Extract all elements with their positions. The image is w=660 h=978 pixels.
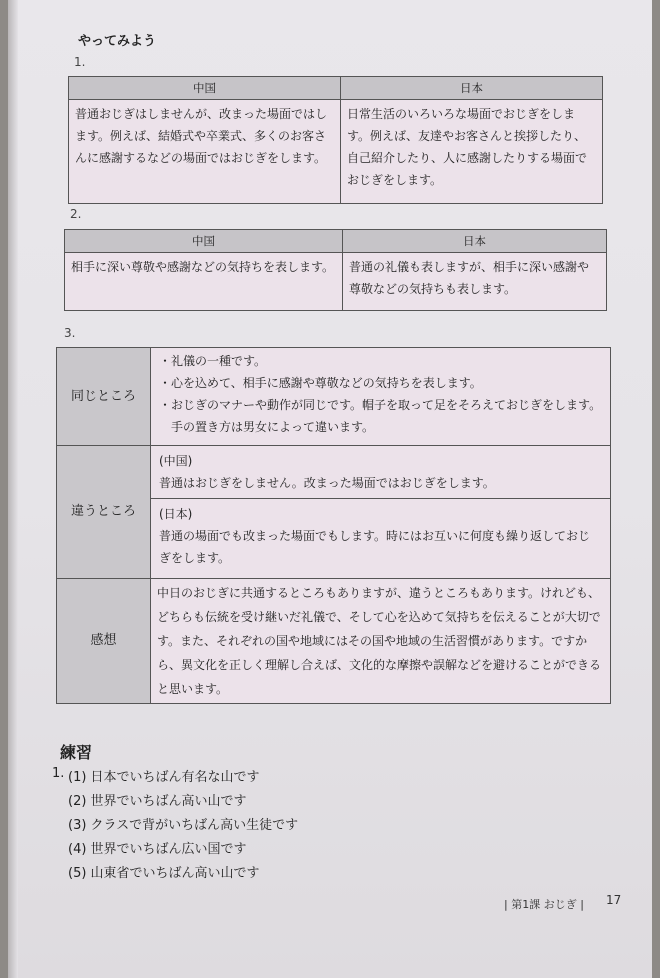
column-header-china: 中国: [65, 230, 343, 253]
question-number-2: 2.: [70, 207, 82, 221]
same-points-cell: [151, 348, 611, 446]
same-point: ・心を込めて、相手に感謝や尊敬などの気持ちを表します。: [159, 376, 482, 390]
japan-tag: (日本): [159, 507, 193, 521]
lesson-footer: | 第1課 おじぎ |: [504, 898, 584, 911]
summary-table-3: [56, 347, 611, 704]
label-same: 同じところ: [57, 348, 151, 446]
same-point: ・礼儀の一種です。: [159, 354, 267, 368]
china-text: 普通はおじぎをしません。改まった場面ではおじぎをします。: [159, 476, 495, 490]
column-header-china: 中国: [69, 77, 341, 100]
textbook-page: [8, 0, 652, 978]
thoughts-cell: 中日のおじぎに共通するところもありますが、違うところもあります。けれども、どちらも伝統を受け継いだ礼儀で、そして心を込めて気持ちを伝えることが大切です。また、それぞれの国や地域にはその国や地域の生活習慣があります。ですから、異文化を正しく理解し合えば、文化的な摩擦や誤解などを避けることができると思います。: [151, 579, 611, 704]
exercise-item: (2) 世界でいちばん高い山です: [68, 794, 247, 809]
cell-china: 普通おじぎはしませんが、改まった場面ではします。例えば、結婚式や卒業式、多くのお客さんに感謝するなどの場面ではおじぎをします。: [69, 100, 341, 204]
exercise-item: (4) 世界でいちばん広い国です: [68, 842, 247, 857]
difference-japan-cell: [151, 499, 611, 579]
question-number-1: 1.: [74, 55, 86, 69]
comparison-table-2: [64, 229, 607, 311]
column-header-japan: 日本: [343, 230, 607, 253]
column-header-japan: 日本: [341, 77, 603, 100]
question-number-3: 3.: [64, 326, 76, 340]
exercise-number: 1.: [52, 766, 65, 781]
same-point: ・おじぎのマナーや動作が同じです。帽子を取って足をそろえておじぎをします。手の置き方は男女によって違います。: [159, 398, 602, 434]
difference-china-cell: [151, 446, 611, 499]
section-heading: やってみよう: [78, 34, 157, 49]
japan-text: 普通の場面でも改まった場面でもします。時にはお互いに何度も繰り返しておじぎをします。: [159, 529, 591, 565]
exercise-title: 練習: [60, 743, 93, 762]
exercise-item: (5) 山東省でいちばん高い山です: [68, 866, 260, 881]
comparison-table-1: [68, 76, 603, 204]
label-different: 違うところ: [57, 446, 151, 579]
cell-japan: 日常生活のいろいろな場面でおじぎをします。例えば、友達やお客さんと挨拶したり、自己紹介したり、人に感謝したりする場面でおじぎをします。: [341, 100, 603, 204]
cell-japan: 普通の礼儀も表しますが、相手に深い感謝や尊敬などの気持ちも表します。: [343, 253, 607, 311]
exercise-item: (1) 日本でいちばん有名な山です: [68, 770, 260, 785]
cell-china: 相手に深い尊敬や感謝などの気持ちを表します。: [65, 253, 343, 311]
china-tag: (中国): [159, 454, 193, 468]
label-thoughts: 感想: [57, 579, 151, 704]
exercise-item: (3) クラスで背がいちばん高い生徒です: [68, 818, 299, 833]
page-number: 17: [606, 893, 622, 907]
